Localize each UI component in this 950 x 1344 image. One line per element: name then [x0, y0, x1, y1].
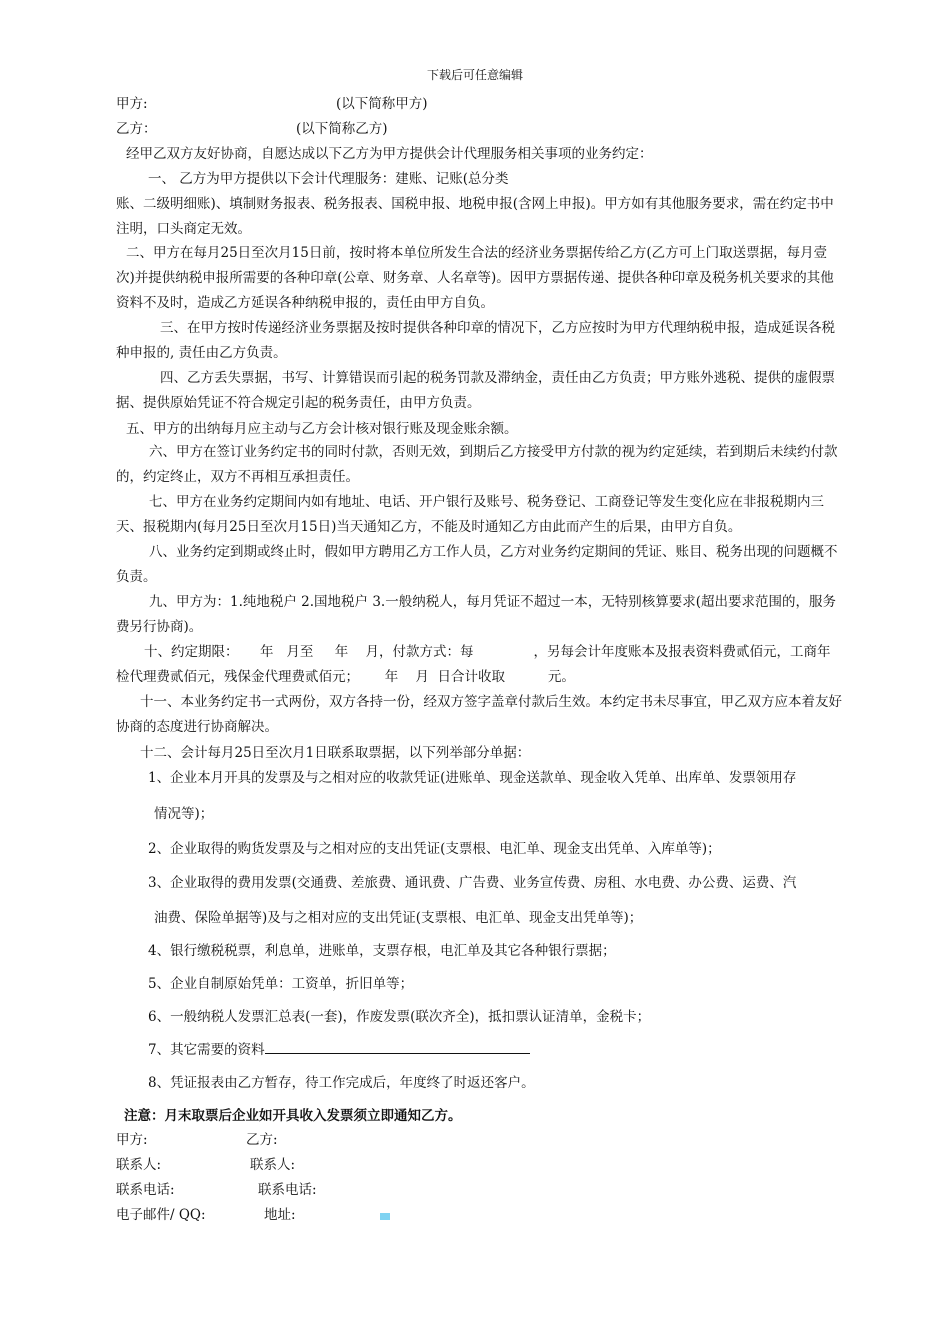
sign-a-email: 电子邮件/ QQ: [116, 1207, 206, 1223]
clause-11: 十一、本业务约定书一式两份，双方各持一份，经双方签字盖章付款后生效。本约定书未尽事宜，甲乙双方应本着友好协商的态度进行协商解决。 [116, 694, 842, 735]
clause-8: 八、业务约定到期或终止时，假如甲方聘用乙方工作人员，乙方对业务约定期间的凭证、账目、税务出现的问题概不负责。 [116, 544, 838, 585]
clause-9: 九、甲方为：1.纯地税户 2.国地税户 3.一般纳税人，每月凭证不超过一本，无特别核算要求(超出要求范围的，服务费另行协商)。 [116, 594, 836, 635]
clause-12: 十二、会计每月25日至次月1日联系取票据，以下列举部分单据： [140, 745, 531, 761]
item-8: 8、凭证报表由乙方暂存，待工作完成后，年度终了时返还客户。 [148, 1075, 535, 1091]
clause-10: 十、约定期限： 年 月至 年 月，付款方式：每 ，另每会计年度账本及报表资料费贰佰元，工商年检代理费贰佰元，残保金代理费贰佰元； 年 月 日合计收取 元。 [116, 644, 831, 685]
sign-b-phone: 联系电话: [258, 1182, 317, 1198]
item-5: 5、企业自制原始凭单：工资单，折旧单等； [148, 976, 414, 992]
item-7-blank-line [265, 1041, 530, 1054]
item-7 [148, 1041, 530, 1059]
sign-party-b: 乙方: [246, 1132, 278, 1148]
item-7-label: 7、其它需要的资料 [148, 1042, 265, 1058]
clause-6: 六、甲方在签订业务约定书的同时付款，否则无效，到期后乙方接受甲方付款的视为约定延续，若到期后未续约付款的，约定终止，双方不再相互承担责任。 [116, 444, 838, 485]
item-3-line-1: 3、企业取得的费用发票(交通费、差旅费、通讯费、广告费、业务宣传费、房租、水电费、办公费、运费、汽 [148, 875, 797, 891]
selection-marker [380, 1213, 390, 1220]
item-3-line-2: 油费、保险单据等)及与之相对应的支出凭证(支票根、电汇单、现金支出凭单等)； [154, 910, 643, 926]
clause-3: 三、在甲方按时传递经济业务票据及按时提供各种印章的情况下，乙方应按时为甲方代理纳税申报，造成延误各税种申报的, 责任由乙方负责。 [116, 320, 835, 361]
clause-1-head: 一、 乙方为甲方提供以下会计代理服务：建账、记账(总分类 [148, 171, 509, 187]
sign-a-contact: 联系人: [116, 1157, 162, 1173]
party-b-label: 乙方： [116, 121, 157, 137]
page-header: 下载后可任意编辑 [426, 68, 523, 82]
clause-7: 七、甲方在业务约定期间内如有地址、电话、开户银行及账号、税务登记、工商登记等发生变化应在非报税期内三天、报税期内(每月25日至次月15日)当天通知乙方，不能及时通知乙方由此而产生的后果，由甲方自负。 [116, 494, 824, 535]
notice-text: 注意：月末取票后企业如开具收入发票须立即通知乙方。 [124, 1108, 462, 1124]
intro-text: 经甲乙双方友好协商，自愿达成以下乙方为甲方提供会计代理服务相关事项的业务约定： [126, 146, 653, 162]
item-1-line-1: 1、企业本月开具的发票及与之相对应的收款凭证(进账单、现金送款单、现金收入凭单、出库单、发票领用存 [148, 770, 797, 786]
clause-4: 四、乙方丢失票据，书写、计算错误而引起的税务罚款及滞纳金，责任由乙方负责；甲方账外逃税、提供的虚假票据、提供原始凭证不符合规定引起的税务责任，由甲方负责。 [116, 370, 835, 411]
sign-b-address: 地址: [264, 1207, 296, 1223]
party-b-note: (以下简称乙方) [296, 121, 388, 137]
sign-b-contact: 联系人: [250, 1157, 296, 1173]
clause-5: 五、甲方的出纳每月应主动与乙方会计核对银行账及现金账余额。 [126, 421, 518, 437]
clause-2: 二、甲方在每月25日至次月15日前，按时将本单位所发生合法的经济业务票据传给乙方(乙方可上门取送票据，每月壹次)并提供纳税申报所需要的各种印章(公章、财务章、人名章等)。因甲方票据传递、提供各种印章及税务机关要求的其他资料不及时，造成乙方延误各种纳税申报的，责任由甲方自负。 [116, 245, 834, 311]
party-a-label: 甲方: [116, 96, 148, 112]
sign-party-a: 甲方: [116, 1132, 148, 1148]
item-1-line-2: 情况等)； [154, 806, 214, 822]
item-4: 4、银行缴税税票，利息单，进账单，支票存根，电汇单及其它各种银行票据； [148, 943, 616, 959]
sign-a-phone: 联系电话: [116, 1182, 175, 1198]
item-2: 2、企业取得的购货发票及与之相对应的支出凭证(支票根、电汇单、现金支出凭单、入库单等)； [148, 841, 721, 857]
clause-1-body: 账、二级明细账)、填制财务报表、税务报表、国税申报、地税申报(含网上申报)。甲方如有其他服务要求，需在约定书中注明，口头商定无效。 [116, 196, 834, 237]
item-6: 6、一般纳税人发票汇总表(一套)，作废发票(联次齐全)，抵扣票认证清单，金税卡； [148, 1009, 651, 1025]
party-a-note: (以下简称甲方) [336, 96, 428, 112]
